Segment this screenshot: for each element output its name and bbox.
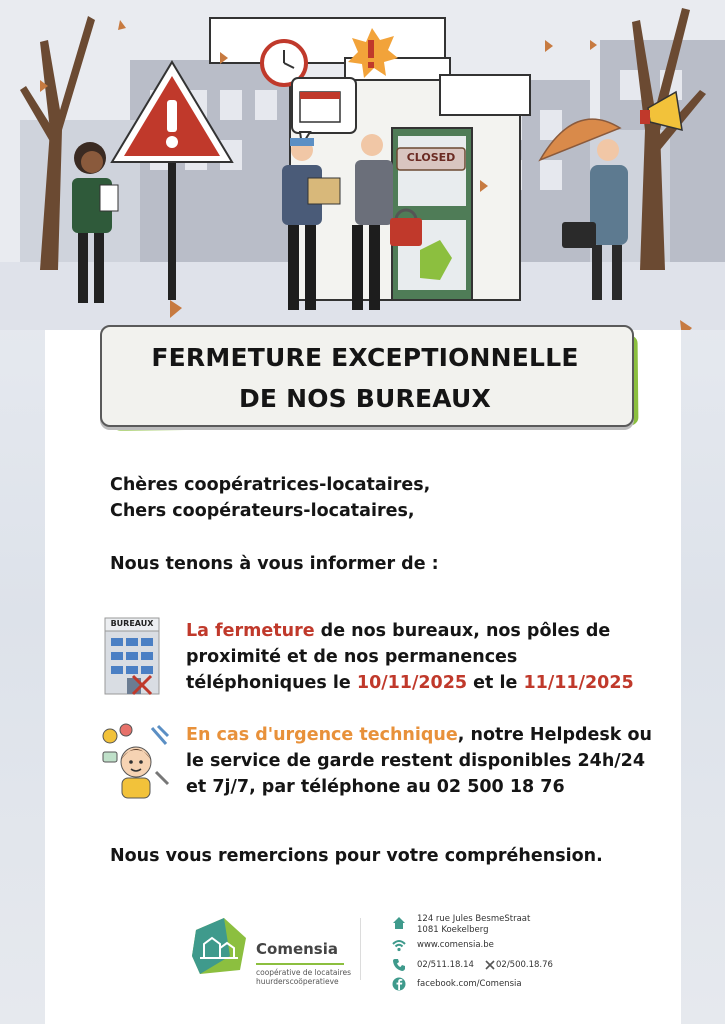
closure-line-3-pre: téléphoniques le: [186, 673, 357, 693]
office-building-icon: [103, 616, 161, 696]
greeting-line-2: Chers coopérateurs-locataires,: [110, 501, 415, 521]
title-line-1: FERMETURE EXCEPTIONNELLE: [151, 343, 579, 372]
home-icon: [392, 916, 406, 930]
hero-illustration: [0, 0, 725, 330]
closure-date-1: 10/11/2025: [356, 673, 468, 693]
closure-line-3-mid: et le: [467, 673, 524, 693]
closure-line-2: proximité et de nos permanences: [186, 647, 518, 667]
helpdesk-phone-number: 02/500.18.76: [496, 960, 553, 970]
intro-text: Nous tenons à vous informer de :: [110, 554, 439, 574]
brand-name: Comensia: [256, 940, 338, 958]
wifi-icon: [392, 938, 406, 952]
closure-highlight: La fermeture: [186, 621, 315, 641]
emergency-line-1-rest: , notre Helpdesk ou: [457, 725, 652, 745]
address-line-1: 124 rue Jules BesmeStraat: [417, 914, 531, 924]
facebook-link[interactable]: facebook.com/Comensia: [417, 979, 522, 989]
website-link[interactable]: www.comensia.be: [417, 940, 494, 950]
helpdesk-person-icon: [100, 722, 172, 800]
phone-icon: [392, 958, 406, 972]
thanks-text: Nous vous remercions pour votre compréhension.: [110, 846, 603, 866]
address-line-2: 1081 Koekelberg: [417, 925, 489, 935]
tools-icon: [485, 960, 495, 970]
facebook-icon: [392, 977, 406, 991]
brand-underline: [256, 963, 344, 965]
brand-sub-2: huurderscoöperatieve: [256, 977, 339, 986]
closure-line-1-rest: de nos bureaux, nos pôles de: [314, 621, 611, 641]
closure-line-1: [186, 618, 610, 644]
building-label: BUREAUX: [110, 619, 154, 628]
emergency-line-2: le service de garde restent disponibles 24h/24: [186, 751, 646, 771]
title-line-2: DE NOS BUREAUX: [238, 384, 492, 413]
closure-line-3: [186, 670, 634, 696]
emergency-highlight: En cas d'urgence technique: [186, 725, 458, 745]
footer-divider: [360, 918, 361, 980]
closure-date-2: 11/11/2025: [523, 673, 634, 693]
comensia-logo: [190, 916, 248, 976]
phone-number: 02/511.18.14: [417, 960, 474, 970]
greeting-line-1: Chères coopératrices-locataires,: [110, 475, 431, 495]
emergency-line-1: [186, 722, 652, 748]
brand-sub-1: coopérative de locataires: [256, 968, 352, 977]
closed-sign: CLOSED: [406, 151, 456, 164]
emergency-line-3: et 7j/7, par téléphone au 02 500 18 76: [186, 777, 565, 797]
